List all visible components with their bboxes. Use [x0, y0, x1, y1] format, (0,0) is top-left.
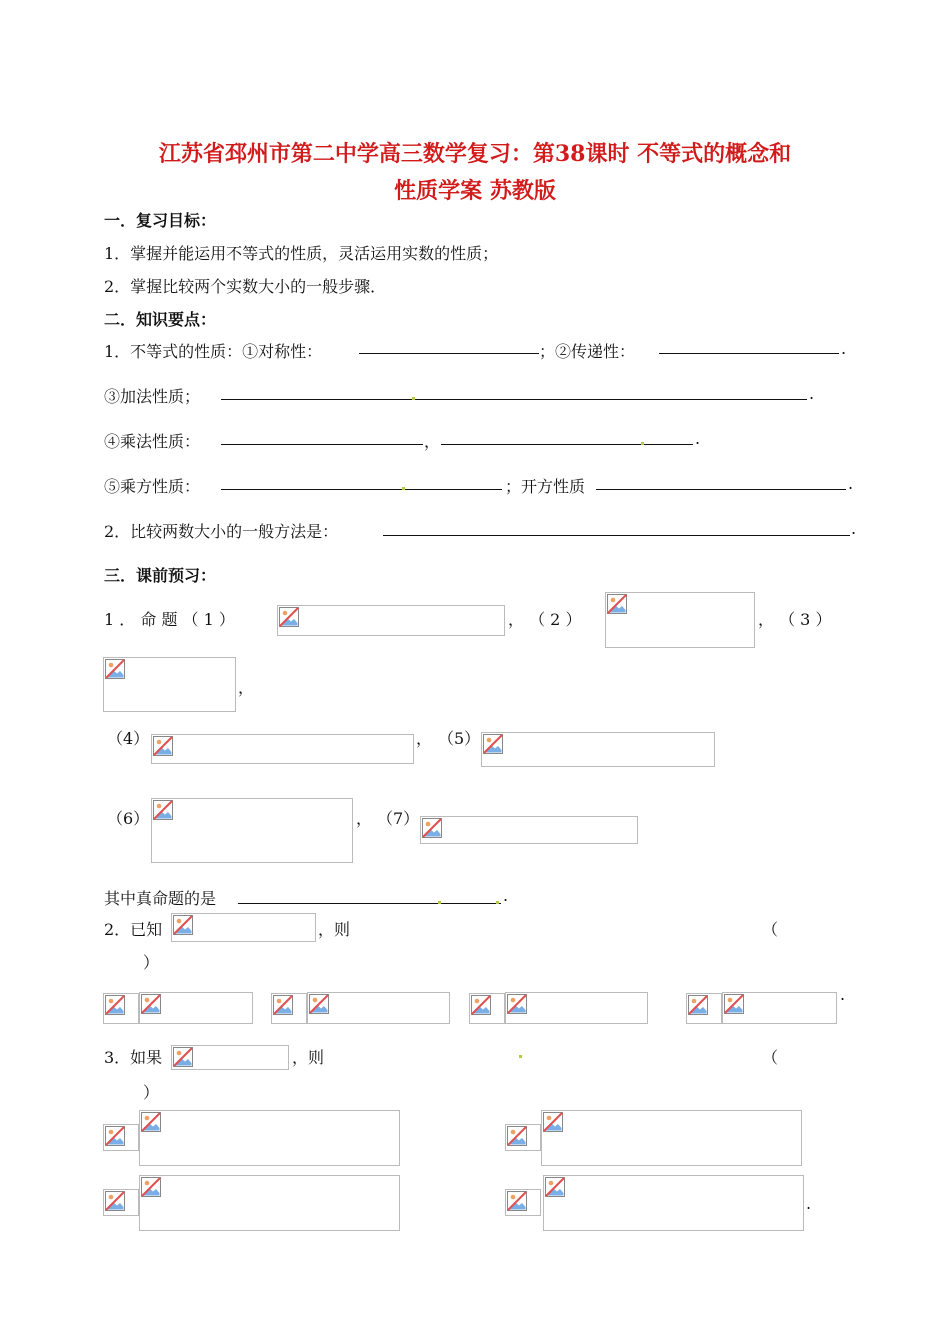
period: .	[806, 1194, 812, 1213]
formula-image	[277, 605, 505, 636]
formula-image	[420, 816, 638, 844]
section-heading-key-points: 二．知识要点：	[104, 310, 217, 329]
mark-dot	[402, 487, 405, 490]
option-label-image	[103, 1124, 139, 1151]
option-label-image	[469, 993, 505, 1024]
q2-then: ，则	[318, 920, 351, 939]
page-title-line2: 性质学案 苏教版	[394, 178, 556, 204]
blank-symmetric	[359, 353, 539, 354]
property-power-label: ⑤乘方性质：	[104, 477, 201, 496]
page-title-line1: 江苏省邳州市第二中学高三数学复习：第38课时 不等式的概念和	[158, 141, 792, 167]
blank-power	[221, 489, 502, 490]
broken-image-icon	[153, 736, 173, 756]
formula-image	[139, 992, 253, 1024]
broken-image-icon	[688, 995, 708, 1015]
broken-image-icon	[105, 1191, 125, 1211]
blank-transitive	[659, 353, 839, 354]
broken-image-icon	[173, 915, 193, 935]
formula-image	[139, 1110, 400, 1166]
q1-item-6-label: （6）	[107, 809, 150, 828]
property-multiplication-label: ④乘法性质：	[104, 432, 201, 451]
option-label-image	[103, 993, 139, 1024]
answer-paren-open: （	[762, 920, 779, 939]
goal-item-1: 1．掌握并能运用不等式的性质，灵活运用实数的性质；	[104, 244, 499, 263]
period: .	[503, 886, 509, 905]
period: .	[841, 339, 847, 358]
broken-image-icon	[141, 1177, 161, 1197]
period: .	[695, 429, 701, 448]
option-label-image	[103, 1189, 139, 1216]
broken-image-icon	[507, 1191, 527, 1211]
broken-image-icon	[543, 1112, 563, 1132]
formula-image	[171, 1045, 289, 1070]
broken-image-icon	[141, 994, 161, 1014]
broken-image-icon	[141, 1112, 161, 1132]
broken-image-icon	[279, 607, 299, 627]
period: .	[851, 519, 857, 538]
formula-image	[151, 734, 414, 764]
period: .	[848, 474, 854, 493]
q2-label: 2．已知	[104, 920, 163, 939]
option-label-image	[271, 993, 307, 1024]
blank-multiplication-2	[441, 444, 693, 445]
period: .	[840, 985, 846, 1004]
q3-then: ，则	[292, 1048, 325, 1067]
formula-image	[505, 992, 648, 1024]
broken-image-icon	[724, 994, 744, 1014]
formula-image	[171, 913, 316, 942]
property-transitive-label: ；②传递性：	[539, 342, 636, 361]
compare-method-label: 2．比较两数大小的一般方法是：	[104, 522, 339, 541]
broken-image-icon	[471, 995, 491, 1015]
blank-compare-method	[383, 535, 850, 536]
option-label-image	[686, 993, 722, 1024]
blank-root	[596, 489, 846, 490]
broken-image-icon	[507, 994, 527, 1014]
formula-image	[307, 992, 450, 1024]
answer-paren-close: ）	[143, 1083, 160, 1102]
comma: ，	[416, 729, 433, 748]
q1-item-3-label: ， （ 3 ）	[758, 610, 832, 629]
broken-image-icon	[545, 1177, 565, 1197]
goal-item-2: 2．掌握比较两个实数大小的一般步骤．	[104, 277, 387, 296]
comma: ，	[238, 678, 255, 697]
mark-dot	[519, 1055, 522, 1058]
property-root-label: ；开方性质	[505, 477, 586, 496]
q1-label: 1 ． 命 题 （ 1 ）	[104, 610, 235, 629]
section-heading-review-goals: 一．复习目标：	[104, 211, 217, 230]
blank-multiplication-1	[221, 444, 423, 445]
blank-addition	[221, 399, 807, 400]
comma: ，	[424, 432, 441, 451]
broken-image-icon	[607, 594, 627, 614]
q1-item-5-label: （5）	[438, 729, 481, 748]
formula-image	[139, 1175, 400, 1231]
formula-image	[541, 1110, 802, 1166]
answer-paren-open: （	[762, 1048, 779, 1067]
mark-dot	[438, 901, 441, 904]
blank-true-propositions	[238, 903, 501, 904]
broken-image-icon	[507, 1126, 527, 1146]
broken-image-icon	[422, 818, 442, 838]
q1-item-4-label: （4）	[107, 729, 150, 748]
option-label-image	[505, 1189, 541, 1216]
true-propositions-label: 其中真命题的是	[104, 889, 217, 908]
broken-image-icon	[273, 995, 293, 1015]
formula-image	[722, 992, 837, 1024]
formula-image	[481, 732, 715, 767]
broken-image-icon	[173, 1047, 193, 1067]
formula-image	[151, 798, 353, 863]
formula-image	[103, 657, 236, 712]
broken-image-icon	[153, 800, 173, 820]
option-label-image	[505, 1124, 541, 1151]
q3-label: 3．如果	[104, 1048, 163, 1067]
mark-dot	[412, 397, 415, 400]
answer-paren-close: ）	[143, 953, 160, 972]
broken-image-icon	[105, 659, 125, 679]
formula-image	[605, 592, 755, 648]
q1-item-7-label: （7）	[377, 809, 420, 828]
formula-image	[543, 1175, 804, 1231]
section-heading-preview: 三．课前预习：	[104, 566, 217, 585]
q1-item-2-label: ， （ 2 ）	[508, 610, 582, 629]
comma: ，	[356, 809, 373, 828]
mark-dot	[641, 442, 644, 445]
broken-image-icon	[105, 1126, 125, 1146]
broken-image-icon	[105, 995, 125, 1015]
period: .	[809, 384, 815, 403]
property-symmetric-label: 1．不等式的性质：①对称性：	[104, 342, 323, 361]
mark-dot	[496, 901, 499, 904]
broken-image-icon	[309, 994, 329, 1014]
property-addition-label: ③加法性质；	[104, 387, 201, 406]
broken-image-icon	[483, 734, 503, 754]
